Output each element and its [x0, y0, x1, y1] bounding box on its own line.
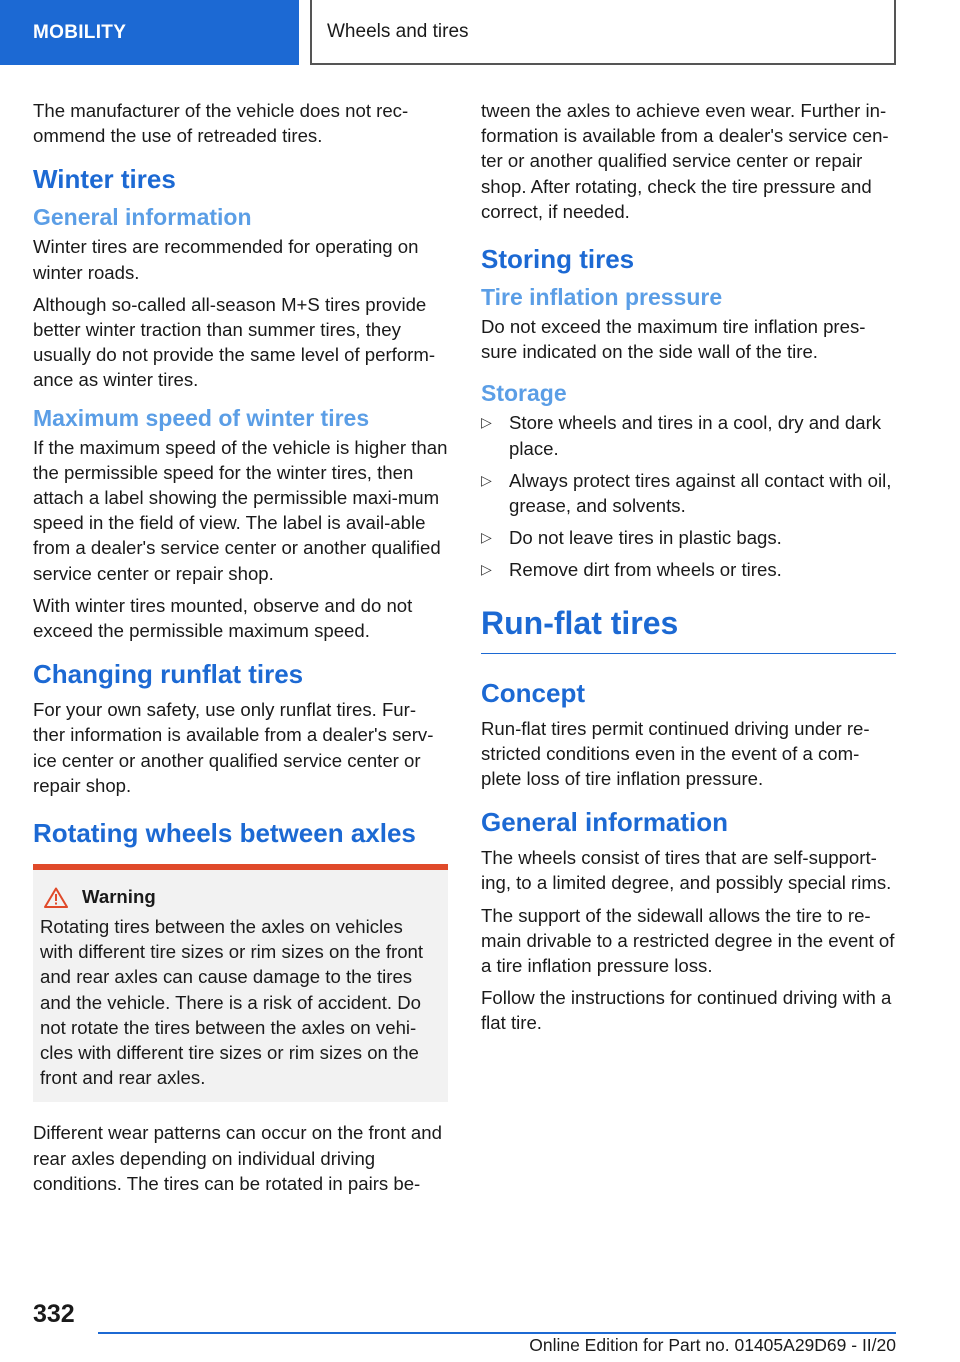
page-number: 332: [33, 1300, 75, 1328]
general-info-paragraph-2: Although so-called all-season M+S tires provide better winter traction than summer tires, they usually do not provide the same level of perform-ance as winter tires.: [33, 293, 436, 391]
runflat-general-info-heading: General information: [481, 807, 729, 838]
list-item: [481, 557, 896, 582]
list-item: [481, 410, 896, 460]
intro-paragraph: The manufacturer of the vehicle does not rec-ommend the use of retreaded tires.: [33, 100, 409, 147]
bullet-triangle-icon: ▷: [481, 471, 492, 488]
concept-paragraph: Run-flat tires permit continued driving under re-stricted conditions even in the event of a com-plete loss of tire inflation pressure.: [481, 717, 870, 790]
max-speed-paragraph-1: If the maximum speed of the vehicle is higher than the permissible speed for the winter tires, then attach a label showing the permissible maxi-mum speed in the field of view. The label is avail-able from a dealer's service center or another qualified service center or repair shop.: [33, 436, 448, 584]
storing-tires-heading: Storing tires: [481, 244, 635, 275]
run-flat-tires-heading: Run-flat tires: [481, 601, 896, 654]
list-item-text: Always protect tires against all contact with oil, grease, and solvents.: [509, 469, 892, 517]
chapter-tab: [0, 0, 299, 65]
footer-divider: [98, 1332, 896, 1334]
edition-note: Online Edition for Part no. 01405A29D69 - II/20: [529, 1335, 896, 1355]
right-column: [481, 98, 896, 1043]
page-header: [310, 0, 896, 65]
chapter-label: MOBILITY: [33, 21, 127, 43]
rotating-paragraph: Different wear patterns can occur on the front and rear axles depending on individual driving conditions. The tires can be rotated in pairs be-: [33, 1122, 442, 1194]
bullet-triangle-icon: ▷: [481, 414, 492, 431]
list-item: [481, 468, 896, 518]
inflation-pressure-paragraph: Do not exceed the maximum tire inflation pres-sure indicated on the side wall of the tire.: [481, 316, 866, 363]
warning-triangle-icon: [44, 887, 68, 908]
concept-heading: Concept: [481, 677, 585, 708]
page-header-title: Wheels and tires: [327, 20, 469, 42]
runflat-general-paragraph-2: The support of the sidewall allows the tire to re-main drivable to a restricted degree in the event of a tire inflation pressure loss.: [481, 904, 895, 977]
storage-list: [481, 410, 896, 582]
storage-heading: Storage: [481, 380, 567, 407]
changing-runflat-heading: Changing runflat tires: [33, 659, 304, 690]
warning-title: Warning: [82, 886, 156, 908]
max-speed-paragraph-2: With winter tires mounted, observe and do not exceed the permissible maximum speed.: [33, 594, 413, 642]
max-speed-heading: Maximum speed of winter tires: [33, 404, 370, 431]
list-item-text: Do not leave tires in plastic bags.: [509, 527, 782, 549]
warning-header: [40, 886, 440, 908]
list-item-text: Store wheels and tires in a cool, dry and dark place.: [509, 412, 882, 459]
runflat-general-paragraph-3: Follow the instructions for continued driving with a flat tire.: [481, 987, 892, 1034]
bullet-triangle-icon: ▷: [481, 529, 492, 546]
general-info-paragraph-1: Winter tires are recommended for operating on winter roads.: [33, 236, 419, 283]
inflation-pressure-heading: Tire inflation pressure: [481, 284, 723, 311]
general-info-heading: General information: [33, 204, 252, 231]
runflat-general-paragraph-1: The wheels consist of tires that are self-support-ing, to a limited degree, and possibly special rims.: [481, 847, 892, 894]
warning-box: [33, 870, 448, 1102]
warning-text: Rotating tires between the axles on vehicles with different tire sizes or rim sizes on the front and rear axles can cause damage to the tires and the vehicle. There is a risk of accident. Do not rotate the tires between the axles on vehi-cles with different tire sizes or rim sizes on the front and rear axles.: [40, 916, 424, 1089]
left-column: [33, 98, 448, 1203]
rotating-continued-paragraph: tween the axles to achieve even wear. Further in-formation is available from a dealer's service cen-ter or another qualified service center or repair shop. After rotating, check the tire pressure and correct, if needed.: [481, 100, 889, 222]
winter-tires-heading: Winter tires: [33, 164, 176, 195]
list-item-text: Remove dirt from wheels or tires.: [509, 559, 782, 581]
rotating-wheels-heading: Rotating wheels between axles: [33, 818, 416, 849]
bullet-triangle-icon: ▷: [481, 561, 492, 578]
list-item: [481, 525, 896, 550]
changing-runflat-paragraph: For your own safety, use only runflat tires. Fur-ther information is available from a dealer's serv-ice center or another qualified service center or repair shop.: [33, 699, 434, 796]
